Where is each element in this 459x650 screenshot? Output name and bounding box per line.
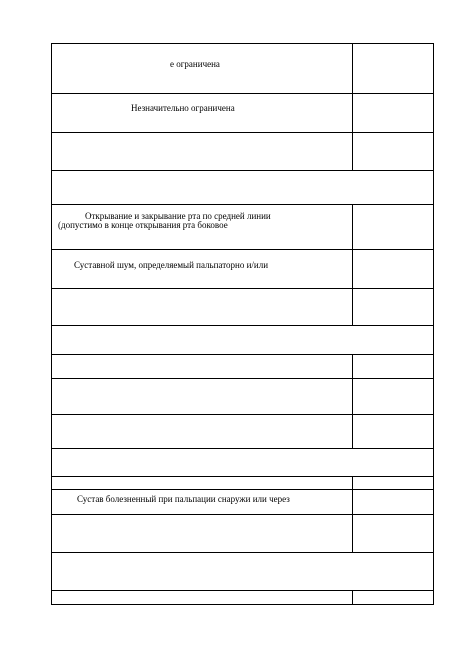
- row-label: Незначительно ограничена: [131, 103, 235, 113]
- table-row: [52, 288, 433, 325]
- table-section-row: [52, 170, 433, 204]
- table-cell-score: [352, 94, 433, 132]
- table-cell-score: [352, 44, 433, 93]
- table-row: [52, 414, 433, 448]
- row-label-line2: (допустимо в конце открывания рта боковое: [58, 220, 228, 230]
- table-cell: [52, 94, 352, 132]
- row-label: Сустав болезненный при пальпации снаружи или через: [77, 494, 290, 504]
- table-row: [52, 476, 433, 489]
- row-label: Суставной шум, определяемый пальпаторно и/или: [74, 260, 269, 270]
- table-cell: [52, 591, 352, 605]
- table-cell-score: [352, 289, 433, 325]
- table-cell-score: [352, 355, 433, 378]
- table-cell: [52, 379, 352, 414]
- table-row: [52, 44, 433, 93]
- table-cell-score: [352, 591, 433, 605]
- table-row: [52, 204, 433, 249]
- row-label-line1: Открывание и закрывание рта по средней линии: [85, 211, 271, 221]
- row-label: е ограничена: [170, 59, 220, 69]
- table-cell: [52, 355, 352, 378]
- table-section-row: [52, 552, 433, 590]
- table-row: [52, 590, 433, 605]
- table-cell-score: [352, 205, 433, 249]
- table-cell: [52, 44, 352, 93]
- table-cell-score: [352, 490, 433, 514]
- table-cell: [52, 289, 352, 325]
- table-cell-score: [352, 477, 433, 489]
- table-row: [52, 93, 433, 132]
- table-section-row: [52, 325, 433, 354]
- table-cell: [52, 490, 352, 514]
- table-section-row: [52, 448, 433, 476]
- table-cell: [52, 415, 352, 448]
- table-row: [52, 514, 433, 552]
- table-cell-score: [352, 515, 433, 552]
- table-cell: [52, 250, 352, 288]
- table-cell-score: [352, 133, 433, 170]
- table-row: [52, 132, 433, 170]
- table-row: [52, 354, 433, 378]
- assessment-table: [51, 43, 434, 605]
- table-row: [52, 378, 433, 414]
- table-cell-score: [352, 250, 433, 288]
- table-cell: [52, 205, 352, 249]
- table-cell-score: [352, 415, 433, 448]
- table-cell: [52, 133, 352, 170]
- table-row: [52, 249, 433, 288]
- table-cell: [52, 477, 352, 489]
- table-cell: [52, 515, 352, 552]
- table-cell-score: [352, 379, 433, 414]
- table-row: [52, 489, 433, 514]
